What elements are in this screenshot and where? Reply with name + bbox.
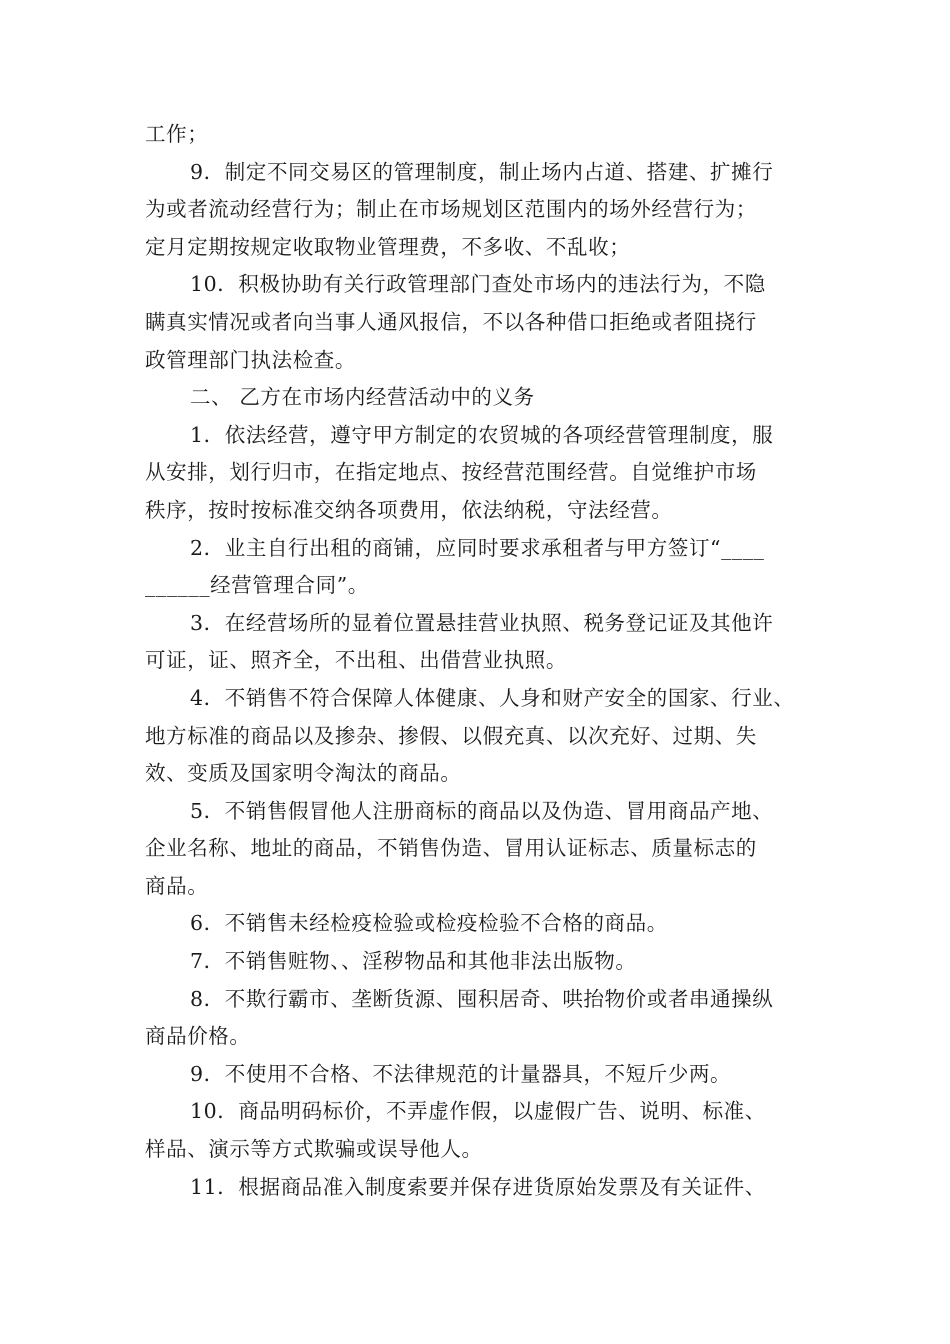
text-line: 商品价格。: [145, 1024, 251, 1049]
text-line: 1．依法经营，遵守甲方制定的农贸城的各项经营管理制度，服: [190, 422, 774, 447]
text-line: 从安排，划行归市，在指定地点、按经营范围经营。自觉维护市场: [145, 460, 757, 485]
text-line: 4．不销售不符合保障人体健康、人身和财产安全的国家、行业、: [190, 685, 795, 710]
text-line: 样品、演示等方式欺骗或误导他人。: [145, 1137, 483, 1162]
text-line: ______经营管理合同”。: [145, 573, 369, 598]
text-line: 工作；: [145, 122, 209, 146]
text-line: 8．不欺行霸市、垄断货源、囤积居奇、哄抬物价或者串通操纵: [190, 986, 774, 1011]
text-line: 可证，证、照齐全，不出租、出借营业执照。: [145, 648, 567, 673]
text-line: 地方标准的商品以及掺杂、掺假、以假充真、以次充好、过期、失: [145, 723, 757, 748]
text-line: 为或者流动经营行为；制止在市场规划区范围内的场外经营行为；: [145, 197, 757, 222]
text-line: 11．根据商品准入制度索要并保存进货原始发票及有关证件、: [190, 1174, 766, 1199]
text-line: 9．制定不同交易区的管理制度，制止场内占道、搭建、扩摊行: [190, 159, 774, 184]
text-line: 企业名称、地址的商品，不销售伪造、冒用认证标志、质量标志的: [145, 836, 757, 861]
text-line: 瞒真实情况或者向当事人通风报信，不以各种借口拒绝或者阻挠行: [145, 309, 757, 334]
text-line: 6．不销售未经检疫检验或检疫检验不合格的商品。: [190, 911, 668, 936]
text-line: 商品。: [145, 873, 209, 898]
text-line: 9．不使用不合格、不法律规范的计量器具，不短斤少两。: [190, 1061, 732, 1086]
section-heading: 二、 乙方在市场内经营活动中的义务: [190, 385, 535, 410]
text-line: 10．商品明码标价，不弄虚作假，以虚假广告、说明、标准、: [190, 1099, 766, 1124]
text-line: 秩序，按时按标准交纳各项费用，依法纳税，守法经营。: [145, 497, 673, 522]
text-line: 定月定期按规定收取物业管理费，不多收、不乱收；: [145, 234, 631, 259]
document-body: [145, 116, 817, 1206]
text-line: 5．不销售假冒他人注册商标的商品以及伪造、冒用商品产地、: [190, 798, 774, 823]
text-line: 政管理部门执法检查。: [145, 347, 356, 372]
text-line: 效、变质及国家明令淘汰的商品。: [145, 761, 462, 786]
text-line: 3．在经营场所的显着位置悬挂营业执照、税务登记证及其他许: [190, 610, 774, 635]
text-line: 2．业主自行出租的商铺，应同时要求承租者与甲方签订“____: [190, 535, 765, 560]
text-line: 10．积极协助有关行政管理部门查处市场内的违法行为，不隐: [190, 272, 766, 297]
text-line: 7．不销售赃物、、淫秽物品和其他非法出版物。: [190, 949, 637, 974]
